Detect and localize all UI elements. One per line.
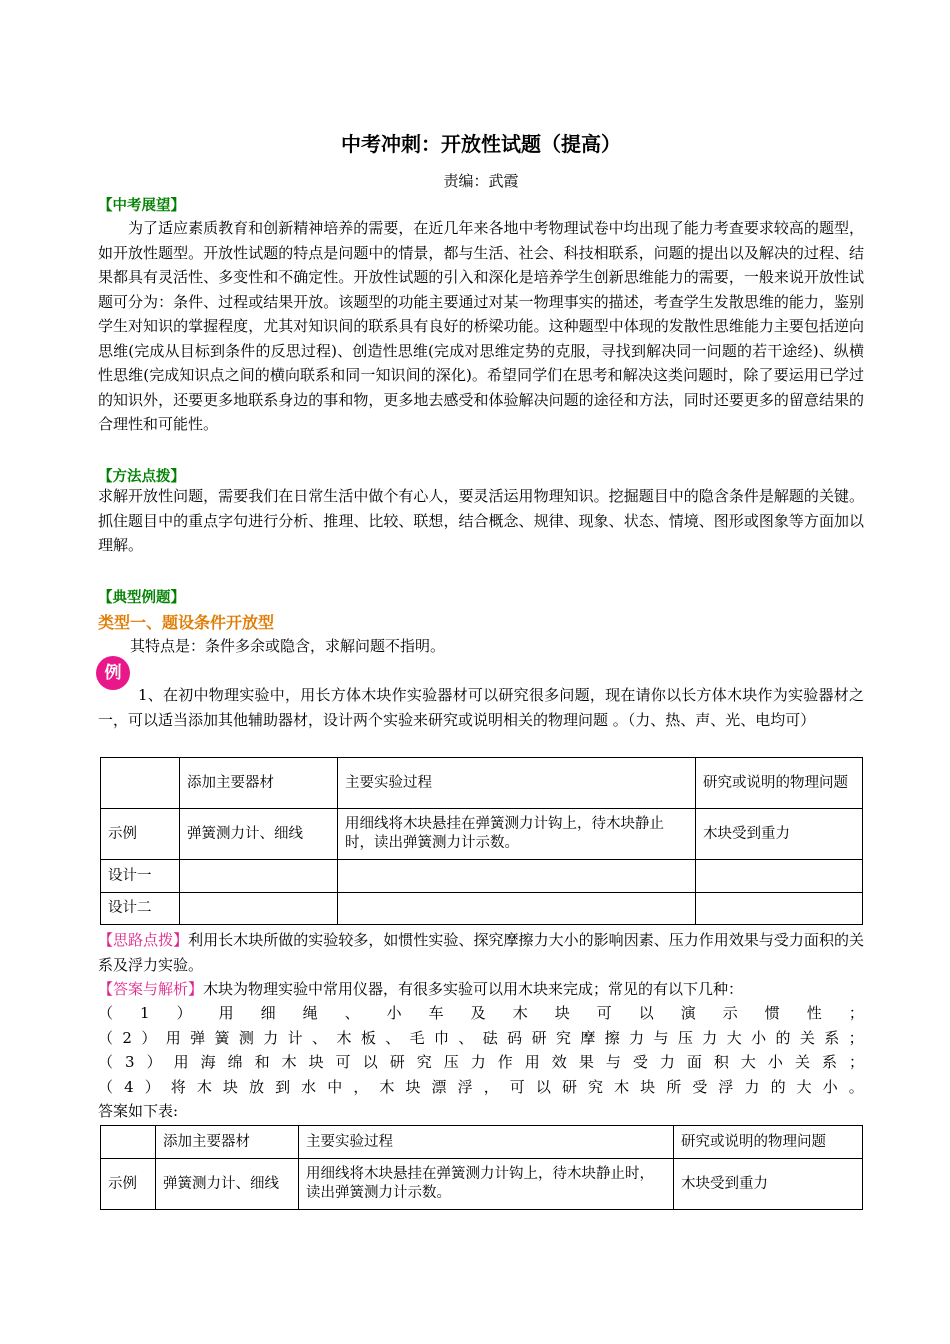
answer-table	[100, 1125, 863, 1210]
answer-char: 小	[822, 1077, 838, 1096]
answer-char: 细	[260, 1004, 276, 1022]
table-cell	[696, 893, 863, 925]
answer-char: 2	[122, 1028, 132, 1047]
answer-char: 的	[770, 1077, 786, 1096]
table-row	[101, 809, 863, 860]
answer-char: 大	[796, 1077, 812, 1096]
type1-title: 类型一、题设条件开放型	[98, 613, 275, 632]
answer-char: ）	[146, 1053, 162, 1071]
answer-char: 小	[751, 1028, 767, 1047]
table-header-cell	[101, 1126, 156, 1159]
question-table	[100, 757, 863, 925]
answer-char: 究	[555, 1028, 571, 1047]
hint-paragraph	[98, 928, 864, 977]
type1-description: 其特点是：条件多余或隐含，求解问题不指明。	[130, 637, 446, 655]
table-cell: 用细线将木块悬挂在弹簧测力计钩上，待木块静止时，读出弹簧测力计示数。	[338, 809, 696, 860]
table-cell: 设计二	[101, 893, 180, 925]
table-cell	[180, 893, 338, 925]
answer-char: 用	[165, 1028, 181, 1047]
table-header-cell: 添加主要器材	[156, 1126, 299, 1159]
answer-char: 力	[659, 1053, 675, 1071]
answer-char: 力	[470, 1053, 486, 1071]
answer-char: 以	[535, 1077, 551, 1096]
answer-char: ；	[848, 1053, 864, 1071]
answer-char: 、	[312, 1028, 328, 1047]
answer-char: 究	[416, 1053, 432, 1071]
table-cell: 设计一	[101, 860, 180, 893]
answer-line	[98, 1050, 864, 1075]
answer-intro: 木块为物理实验中常用仪器，有很多实验可以用木块来完成；常见的有以下几种：	[203, 980, 744, 998]
table-row	[101, 860, 863, 893]
answer-char: 系	[824, 1028, 840, 1047]
answer-char: 积	[713, 1053, 729, 1071]
answer-char: 块	[222, 1077, 238, 1096]
answer-char: 、	[385, 1028, 401, 1047]
table-cell: 弹簧测力计、细线	[156, 1159, 299, 1210]
answer-char: 浮	[718, 1077, 734, 1096]
answer-char: 压	[443, 1053, 459, 1071]
answer-char: 3	[125, 1053, 135, 1071]
answer-char: 将	[170, 1077, 186, 1096]
table-cell	[338, 893, 696, 925]
answer-char: 。	[848, 1077, 864, 1096]
page-title: 中考冲刺：开放性试题（提高）	[341, 132, 621, 156]
editor-line: 责编：武霞	[443, 172, 519, 190]
answer-char: （	[98, 1077, 114, 1096]
answer-char: 块	[640, 1077, 656, 1096]
answer-char: 力	[744, 1077, 760, 1096]
answer-char: 用	[524, 1053, 540, 1071]
answer-char: 4	[124, 1077, 134, 1096]
answer-char: 、	[344, 1004, 360, 1022]
answer-char: 及	[470, 1004, 486, 1022]
answer-char: 1	[140, 1004, 150, 1022]
answer-char: 木	[281, 1053, 297, 1071]
answer-char: 和	[254, 1053, 270, 1071]
answer-char: 用	[218, 1004, 234, 1022]
answer-char: 车	[428, 1004, 444, 1022]
answer-char: 所	[666, 1077, 682, 1096]
examples-heading: 【典型例题】	[98, 590, 185, 606]
answer-char: 的	[775, 1028, 791, 1047]
answer-char: 研	[389, 1053, 405, 1071]
answer-char: 水	[301, 1077, 317, 1096]
table-header-cell: 主要实验过程	[338, 758, 696, 809]
answer-char: 擦	[604, 1028, 620, 1047]
answer-char: 木	[196, 1077, 212, 1096]
answer-char: （	[98, 1053, 114, 1071]
table-cell	[180, 860, 338, 893]
answer-list	[98, 1001, 864, 1099]
answer-char: 面	[686, 1053, 702, 1071]
answer-char: 放	[249, 1077, 265, 1096]
table-header-cell: 添加主要器材	[180, 758, 338, 809]
answer-char: ，	[353, 1077, 369, 1096]
answer-char: 与	[605, 1053, 621, 1071]
answer-char: 绵	[227, 1053, 243, 1071]
answer-char: 漂	[431, 1077, 447, 1096]
answer-char: 究	[588, 1077, 604, 1096]
answer-char: 到	[275, 1077, 291, 1096]
answer-paragraph	[98, 977, 864, 1002]
answer-char: 以	[362, 1053, 378, 1071]
answer-char: 示	[722, 1004, 738, 1022]
answer-char: 大	[740, 1053, 756, 1071]
answer-char: ）	[144, 1077, 160, 1096]
answer-char: 性	[806, 1004, 822, 1022]
answer-char: 受	[692, 1077, 708, 1096]
table-header-cell	[101, 758, 180, 809]
answer-line	[98, 1075, 864, 1100]
answer-char: 效	[551, 1053, 567, 1071]
answer-line	[98, 1026, 864, 1051]
answer-char: 摩	[580, 1028, 596, 1047]
table-row	[101, 1159, 863, 1210]
answer-char: 绳	[302, 1004, 318, 1022]
method-body: 求解开放性问题，需要我们在日常生活中做个有心人，要灵活运用物理知识。挖掘题目中的隐含条件是解题的关键。抓住题目中的重点字句进行分析、推理、比较、联想，结合概念、规律、现象、状态、情境、图形或图象等方面加以理解。	[98, 487, 864, 554]
answer-char: 测	[238, 1028, 254, 1047]
answer-char: ；	[848, 1004, 864, 1022]
table-header-cell: 研究或说明的物理问题	[696, 758, 863, 809]
answer-char: 巾	[434, 1028, 450, 1047]
question-1: 1、在初中物理实验中，用长方体木块作实验器材可以研究很多问题，现在请你以长方体木块作为实验器材之一，可以适当添加其他辅助器材，设计两个实验来研究或说明相关的物理问题 。（力、热、声、光、电均可）	[98, 686, 864, 729]
answer-char: 码	[507, 1028, 523, 1047]
answer-char: 弹	[190, 1028, 206, 1047]
answer-char: 用	[173, 1053, 189, 1071]
answer-char: 以	[638, 1004, 654, 1022]
table-row	[101, 893, 863, 925]
answer-char: 大	[726, 1028, 742, 1047]
answer-char: 木	[512, 1004, 528, 1022]
answer-char: 研	[561, 1077, 577, 1096]
answer-char: 可	[509, 1077, 525, 1096]
table-header-row	[101, 758, 863, 809]
table-cell: 示例	[101, 1159, 156, 1210]
answer-char: 可	[596, 1004, 612, 1022]
outlook-heading: 【中考展望】	[98, 198, 185, 214]
answer-char: ；	[848, 1028, 864, 1047]
answer-char: 毛	[409, 1028, 425, 1047]
hint-text: 利用长木块所做的实验较多，如惯性实验、探究摩擦力大小的影响因素、压力作用效果与受力面积的关系及浮力实验。	[98, 931, 864, 974]
answer-char: （	[98, 1004, 114, 1022]
answer-char: 惯	[764, 1004, 780, 1022]
answer-char: 砝	[482, 1028, 498, 1047]
table-cell	[696, 860, 863, 893]
answer-char: 木	[379, 1077, 395, 1096]
answer-char: （	[98, 1028, 114, 1047]
answer-char: 与	[653, 1028, 669, 1047]
answer-char: 块	[308, 1053, 324, 1071]
answer-char: 簧	[214, 1028, 230, 1047]
table-cell	[338, 860, 696, 893]
method-heading: 【方法点拨】	[98, 469, 185, 485]
answer-char: ）	[176, 1004, 192, 1022]
answer-char: 关	[794, 1053, 810, 1071]
answer-char: 可	[335, 1053, 351, 1071]
answer-char: 作	[497, 1053, 513, 1071]
hint-label: 【思路点拨】	[98, 931, 189, 949]
answer-char: 果	[578, 1053, 594, 1071]
table-cell: 木块受到重力	[674, 1159, 863, 1210]
answer-char: 块	[405, 1077, 421, 1096]
answer-char: 力	[702, 1028, 718, 1047]
answer-char: 力	[263, 1028, 279, 1047]
answer-char: 块	[554, 1004, 570, 1022]
answer-char: 小	[386, 1004, 402, 1022]
answer-char: 木	[336, 1028, 352, 1047]
table-cell: 用细线将木块悬挂在弹簧测力计钩上，待木块静止时，读出弹簧测力计示数。	[299, 1159, 674, 1210]
table-cell: 示例	[101, 809, 180, 860]
table-header-row	[101, 1126, 863, 1159]
answer-char: 力	[629, 1028, 645, 1047]
table-cell: 木块受到重力	[696, 809, 863, 860]
answer-char: 、	[458, 1028, 474, 1047]
answer-line	[98, 1001, 864, 1026]
answer-char: 研	[531, 1028, 547, 1047]
answer-char: ）	[141, 1028, 157, 1047]
answer-char: 中	[327, 1077, 343, 1096]
answer-char: 板	[360, 1028, 376, 1047]
answer-char: 关	[799, 1028, 815, 1047]
answer-char: 演	[680, 1004, 696, 1022]
answer-char: 海	[200, 1053, 216, 1071]
answer-char: 木	[614, 1077, 630, 1096]
answer-char: 浮	[457, 1077, 473, 1096]
answer-table-intro: 答案如下表:	[98, 1102, 179, 1120]
example-badge-icon: 例	[96, 656, 130, 690]
answer-char: 系	[821, 1053, 837, 1071]
answer-char: 受	[632, 1053, 648, 1071]
table-header-cell: 研究或说明的物理问题	[674, 1126, 863, 1159]
answer-char: 计	[287, 1028, 303, 1047]
table-header-cell: 主要实验过程	[299, 1126, 674, 1159]
outlook-body: 为了适应素质教育和创新精神培养的需要，在近几年来各地中考物理试卷中均出现了能力考查要求较高的题型，如开放性题型。开放性试题的特点是问题中的情景，都与生活、社会、科技相联系，问题的提出以及解决的过程、结果都具有灵活性、多变性和不确定性。开放性试题的引入和深化是培养学生创新思维能力的需要，一般来说开放性试题可分为：条件、过程或结果开放。该题型的功能主要通过对某一物理事实的描述，考查学生发散思维的能力，鉴别学生对知识的掌握程度，尤其对知识间的联系具有良好的桥梁功能。这种题型中体现的发散性思维能力主要包括逆向思维(完成从目标到条件的反思过程)、创造性思维(完成对思维定势的克服，寻找到解决同一问题的若干途经)、纵横性思维(完成知识点之间的横向联系和同一知识间的深化)。希望同学们在思考和解决这类问题时，除了要运用已学过的知识外，还要更多地联系身边的事和物，更多地去感受和体验解决问题的途径和方法，同时还要更多的留意结果的合理性和可能性。	[98, 219, 864, 433]
answer-char: ，	[483, 1077, 499, 1096]
answer-char: 小	[767, 1053, 783, 1071]
answer-label: 【答案与解析】	[98, 980, 204, 998]
answer-char: 压	[677, 1028, 693, 1047]
table-cell: 弹簧测力计、细线	[180, 809, 338, 860]
